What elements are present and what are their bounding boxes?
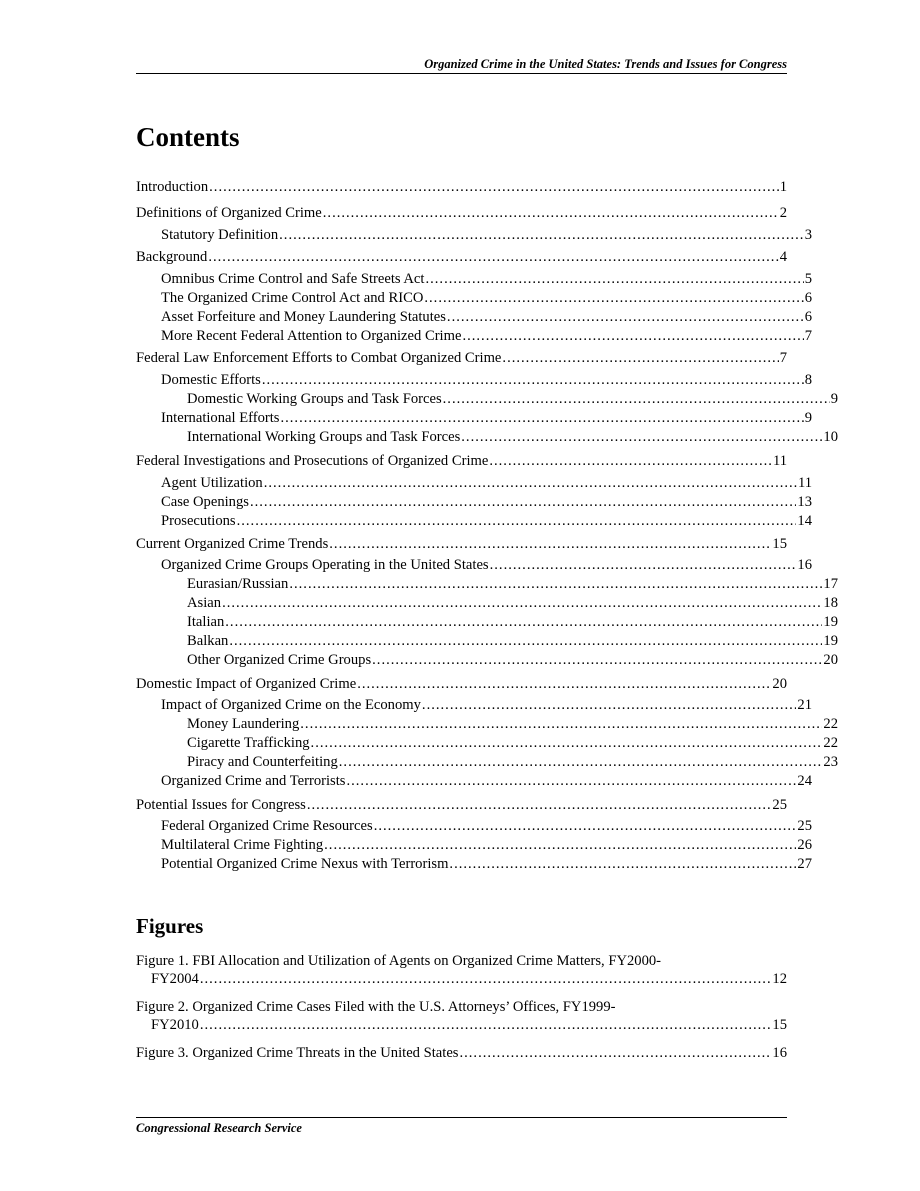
page-number: 22 [823, 735, 838, 751]
figure-entry[interactable] [136, 998, 787, 1034]
figure-caption-line1: Figure 1. FBI Allocation and Utilization of Agents on Organized Crime Matters, FY2000- [136, 953, 662, 969]
toc-entry[interactable]: Federal Law Enforcement Efforts to Combat Organized Crime ..... 7 [136, 349, 787, 367]
footer-rule [136, 1117, 787, 1118]
page-number: 1 [779, 179, 787, 195]
page-number: 13 [797, 494, 812, 510]
leader-dots [502, 349, 778, 367]
toc-entry[interactable]: Statutory Definition ..... 3 [136, 226, 812, 244]
page-number: 12 [772, 971, 787, 987]
page-number: 16 [797, 557, 812, 573]
leader-dots [346, 772, 796, 790]
toc-entry[interactable]: International Working Groups and Task Forces ..... 10 [136, 428, 838, 446]
page-number: 11 [772, 453, 787, 469]
leader-dots [264, 474, 797, 492]
page-number: 6 [804, 290, 812, 306]
toc-entry[interactable]: Cigarette Trafficking ..... 22 [136, 734, 838, 752]
page-number: 24 [797, 773, 812, 789]
toc-entry[interactable]: Case Openings ..... 13 [136, 493, 812, 511]
leader-dots [300, 715, 822, 733]
page-number: 5 [804, 271, 812, 287]
page-number: 14 [797, 513, 812, 529]
leader-dots [459, 1044, 771, 1062]
figures-title: Figures [136, 914, 204, 938]
leader-dots [200, 1016, 772, 1034]
figure-entry[interactable] [136, 952, 787, 988]
leader-dots [422, 696, 796, 714]
toc-entry[interactable]: Italian ..... 19 [136, 613, 838, 631]
leader-dots [425, 270, 803, 288]
toc-entry[interactable]: Potential Organized Crime Nexus with Terrorism ..... 27 [136, 855, 812, 873]
leader-dots [357, 675, 771, 693]
leader-dots [280, 409, 803, 427]
page-number: 23 [823, 754, 838, 770]
page-number: 26 [797, 837, 812, 853]
page-number: 25 [772, 797, 787, 813]
leader-dots [462, 327, 803, 345]
page-number: 19 [823, 633, 838, 649]
page-number: 17 [823, 576, 838, 592]
toc-entry[interactable]: Domestic Working Groups and Task Forces ..... 9 [136, 390, 838, 408]
toc-entry[interactable]: More Recent Federal Attention to Organized Crime ..... 7 [136, 327, 812, 345]
page-number: 6 [804, 309, 812, 325]
toc-entry[interactable]: Other Organized Crime Groups ..... 20 [136, 651, 838, 669]
page-number: 19 [823, 614, 838, 630]
leader-dots [461, 428, 822, 446]
leader-dots [443, 390, 830, 408]
leader-dots [200, 970, 772, 988]
page-number: 4 [779, 249, 787, 265]
page-number: 16 [772, 1045, 787, 1061]
leader-dots [262, 371, 804, 389]
toc-entry[interactable]: Piracy and Counterfeiting ..... 23 [136, 753, 838, 771]
leader-dots [222, 594, 822, 612]
toc-entry[interactable]: Organized Crime and Terrorists ..... 24 [136, 772, 812, 790]
toc-entry[interactable]: Eurasian/Russian ..... 17 [136, 575, 838, 593]
leader-dots [447, 308, 804, 326]
running-header: Organized Crime in the United States: Trends and Issues for Congress [424, 57, 787, 71]
contents-title: Contents [136, 122, 240, 152]
leader-dots [209, 178, 779, 196]
page-number: 18 [823, 595, 838, 611]
leader-dots [289, 575, 822, 593]
toc-entry[interactable]: Asian ..... 18 [136, 594, 838, 612]
page-number: 9 [830, 391, 838, 407]
toc-entry[interactable]: Domestic Efforts ..... 8 [136, 371, 812, 389]
leader-dots [250, 493, 796, 511]
toc-entry[interactable]: Asset Forfeiture and Money Laundering Statutes ..... 6 [136, 308, 812, 326]
leader-dots [311, 734, 823, 752]
leader-dots [229, 632, 822, 650]
page-number: 7 [779, 350, 787, 366]
toc-entry[interactable]: Multilateral Crime Fighting ..... 26 [136, 836, 812, 854]
figure-caption-line1: Figure 2. Organized Crime Cases Filed with the U.S. Attorneys’ Offices, FY1999- [136, 999, 616, 1015]
leader-dots [225, 613, 822, 631]
leader-dots [372, 651, 822, 669]
leader-dots [208, 248, 778, 266]
toc-entry[interactable]: Organized Crime Groups Operating in the United States ..... 16 [136, 556, 812, 574]
toc-entry[interactable]: Agent Utilization ..... 11 [136, 474, 812, 492]
leader-dots [237, 512, 797, 530]
page-number: 27 [797, 856, 812, 872]
leader-dots [339, 753, 823, 771]
figure-caption-line2: FY2010 ..... 15 [136, 1016, 787, 1034]
page-number: 2 [779, 205, 787, 221]
toc-entry[interactable]: Balkan ..... 19 [136, 632, 838, 650]
toc-entry[interactable]: Impact of Organized Crime on the Economy ..... 21 [136, 696, 812, 714]
page-number: 21 [797, 697, 812, 713]
toc-entry[interactable]: Omnibus Crime Control and Safe Streets Act ..... 5 [136, 270, 812, 288]
page-number: 10 [823, 429, 838, 445]
page-number: 22 [823, 716, 838, 732]
page-number: 25 [797, 818, 812, 834]
toc-entry[interactable]: The Organized Crime Control Act and RICO ..... 6 [136, 289, 812, 307]
toc-entry[interactable]: Federal Organized Crime Resources ..... 25 [136, 817, 812, 835]
toc-entry[interactable]: Current Organized Crime Trends ..... 15 [136, 535, 787, 553]
toc-entry[interactable]: Background ..... 4 [136, 248, 787, 266]
toc-entry[interactable]: Federal Investigations and Prosecutions of Organized Crime ..... 11 [136, 452, 787, 470]
page-number: 3 [804, 227, 812, 243]
leader-dots [307, 796, 772, 814]
leader-dots [323, 204, 779, 222]
page-number: 9 [804, 410, 812, 426]
leader-dots [424, 289, 803, 307]
toc-entry[interactable]: Money Laundering ..... 22 [136, 715, 838, 733]
page-number: 11 [797, 475, 812, 491]
leader-dots [329, 535, 771, 553]
running-footer: Congressional Research Service [136, 1121, 302, 1135]
toc-entry[interactable]: Definitions of Organized Crime ..... 2 [136, 204, 787, 222]
toc-entry[interactable]: Prosecutions ..... 14 [136, 512, 812, 530]
leader-dots [490, 556, 797, 574]
page-number: 15 [772, 536, 787, 552]
toc-entry[interactable]: Introduction ..... 1 [136, 178, 787, 196]
leader-dots [449, 855, 796, 873]
figure-entry[interactable]: Figure 3. Organized Crime Threats in the United States ..... 16 [136, 1044, 787, 1062]
page-number: 20 [772, 676, 787, 692]
leader-dots [374, 817, 797, 835]
page-number: 7 [804, 328, 812, 344]
header-rule [136, 73, 787, 74]
leader-dots [324, 836, 796, 854]
page-number: 8 [804, 372, 812, 388]
figure-caption-line2: FY2004 ..... 12 [136, 970, 787, 988]
toc-entry[interactable]: Domestic Impact of Organized Crime ..... 20 [136, 675, 787, 693]
leader-dots [489, 452, 772, 470]
leader-dots [279, 226, 804, 244]
toc-entry[interactable]: International Efforts ..... 9 [136, 409, 812, 427]
toc-entry[interactable]: Potential Issues for Congress ..... 25 [136, 796, 787, 814]
page-number: 15 [772, 1017, 787, 1033]
page-number: 20 [823, 652, 838, 668]
